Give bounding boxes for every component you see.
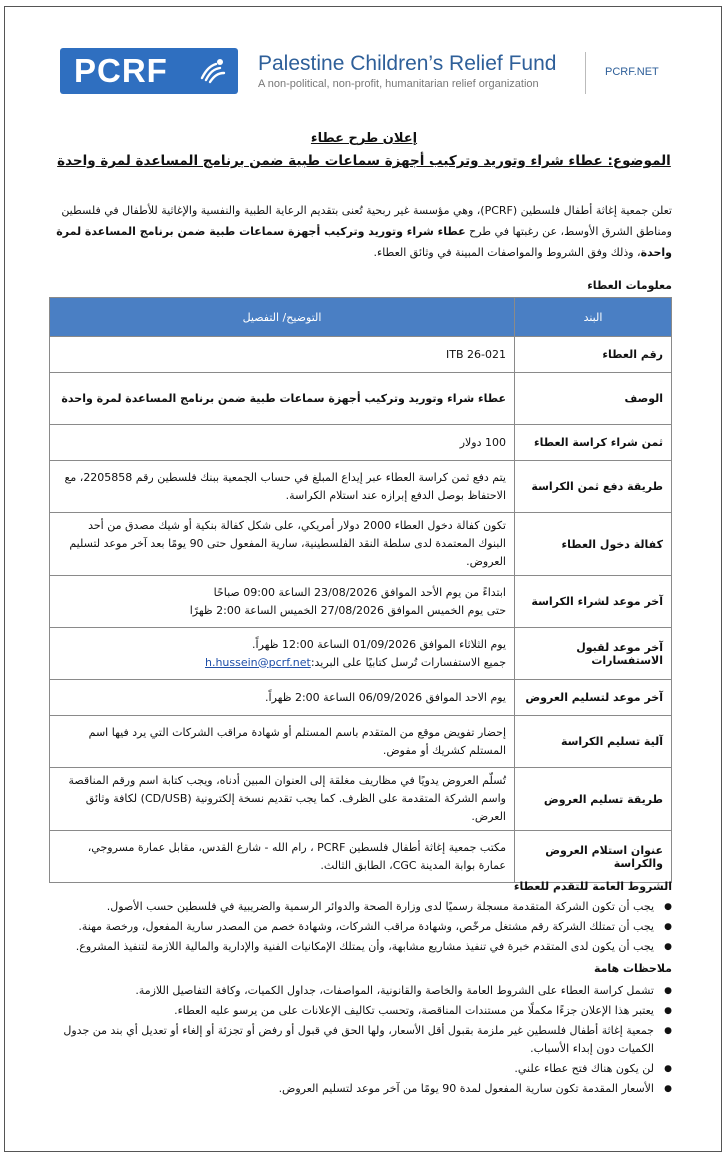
list-item: ● يجب أن تمتلك الشركة رقم مشتغل مرخّص، وشهادة مراقب الشركات، وشهادة خصم من المصدر سارية المفعول، ورخصة مهنة.	[50, 918, 654, 936]
table-row	[50, 373, 672, 425]
row-line-text: جميع الاستفسارات تُرسل كتابيًا على البريد:	[310, 655, 506, 669]
logo-text: PCRF	[74, 52, 168, 89]
row-key: الوصف	[515, 373, 672, 425]
col-item-header: البند	[515, 298, 672, 337]
intro-text-1: تعلن جمعية إغاثة أطفال فلسطين (PCRF)، وهي مؤسسة غير ربحية تُعنى بتقديم الرعاية الطبية والنفسية والإغاثية للأطفال في فلسطين ومناطق الشرق الأوسط، عن رغبتها في طرح	[61, 204, 672, 238]
notes-list	[50, 982, 672, 1100]
org-tagline: A non-political, non-profit, humanitarian relief organization	[258, 78, 539, 90]
row-value	[50, 576, 515, 628]
hands-icon	[198, 56, 228, 86]
list-item: ● الأسعار المقدمة تكون سارية المفعول لمدة 90 يومًا من آخر موعد لتسليم العروض.	[50, 1080, 654, 1098]
intro-bold: عطاء شراء وتوريد وتركيب أجهزة سماعات طبية ضمن برنامج المساعدة لمرة واحدة	[56, 225, 672, 259]
row-key: آخر موعد لقبول الاستفسارات	[515, 628, 672, 680]
row-value: تكون كفالة دخول العطاء 2000 دولار أمريكي، على شكل كفالة بنكية أو شيك مصدق من أحد البنوك المعتمدة لدى سلطة النقد الفلسطينية، سارية المفعول حتى 90 يومًا بعد آخر موعد لتسليم العروض.	[50, 513, 515, 576]
table-row	[50, 831, 672, 883]
org-name: Palestine Children’s Relief Fund	[258, 52, 557, 75]
row-key: آخر موعد لشراء الكراسة	[515, 576, 672, 628]
row-key: كفالة دخول العطاء	[515, 513, 672, 576]
row-key: طريقة تسليم العروض	[515, 768, 672, 831]
table-row	[50, 680, 672, 716]
col-detail-header: التوضيح/ التفصيل	[50, 298, 515, 337]
row-line: حتى يوم الخميس الموافق 27/08/2026 الخميس الساعة 2:00 ظهرًا	[189, 603, 506, 617]
row-key: رقم العطاء	[515, 337, 672, 373]
row-value: ITB 26-021	[50, 337, 515, 373]
list-item: ● يعتبر هذا الإعلان جزءًا مكملًا من مستندات المناقصة، وتحسب تكاليف الإعلانات على من يرسو عليه العطاء.	[50, 1002, 654, 1020]
inquiry-email-link[interactable]: h.hussein@pcrf.net	[204, 655, 311, 669]
row-line	[58, 654, 506, 672]
row-line: ابتداءً من يوم الأحد الموافق 23/08/2026 الساعة 09:00 صباحًا	[213, 585, 506, 599]
pcrf-logo	[60, 48, 238, 94]
row-key: عنوان استلام العروض والكراسة	[515, 831, 672, 883]
table-row	[50, 461, 672, 513]
list-item: ● يجب أن تكون الشركة المتقدمة مسجلة رسميًا لدى وزارة الصحة والدوائر الرسمية والضريبية في فلسطين حسب الأصول.	[50, 898, 654, 916]
table-row	[50, 337, 672, 373]
intro-text-2: ، وذلك وفق الشروط والمواصفات المبينة في وثائق العطاء.	[373, 246, 641, 259]
table-row	[50, 768, 672, 831]
table-row	[50, 716, 672, 768]
notes-heading: ملاحظات هامة	[593, 962, 672, 975]
row-value: يتم دفع ثمن كراسة العطاء عبر إيداع المبلغ في حساب الجمعية ببنك فلسطين رقم 2205858، مع الاحتفاظ بوصل الدفع إبرازه عند استلام الكراسة.	[50, 461, 515, 513]
row-value	[50, 628, 515, 680]
table-row	[50, 628, 672, 680]
list-item: ● تشمل كراسة العطاء على الشروط العامة والخاصة والقانونية، المواصفات، جداول الكميات، وكافة التفاصيل اللازمة.	[50, 982, 654, 1000]
row-value: 100 دولار	[50, 425, 515, 461]
row-key: آخر موعد لتسليم العروض	[515, 680, 672, 716]
page-title: إعلان طرح عطاء	[310, 131, 418, 146]
row-value: إحضار تفويض موقع من المتقدم باسم المستلم أو شهادة مراقب الشركات التي يرد فيها اسم المستلم كشريك أو مفوض.	[50, 716, 515, 768]
row-key: طريقة دفع ثمن الكراسة	[515, 461, 672, 513]
intro-paragraph	[50, 200, 672, 263]
row-value: تُسلّم العروض يدويًا في مظاريف مغلقة إلى العنوان المبين أدناه، ويجب كتابة اسم ورقم المناقصة واسم الشركة المتقدمة على الظرف. كما يجب تقديم نسخة إلكترونية (CD/USB) لكافة وثائق العرض.	[50, 768, 515, 831]
row-value: عطاء شراء وتوريد وتركيب أجهزة سماعات طبية ضمن برنامج المساعدة لمرة واحدة	[50, 373, 515, 425]
table-row	[50, 513, 672, 576]
row-value: مكتب جمعية إغاثة أطفال فلسطين PCRF ، رام الله - شارع القدس، مقابل عمارة مسروجي، عمارة بوابة المدينة CGC، الطابق الثالث.	[50, 831, 515, 883]
table-header-row	[50, 298, 672, 337]
list-item: ● لن يكون هناك فتح عطاء علني.	[50, 1060, 654, 1078]
list-item: ● يجب أن يكون لدى المتقدم خبرة في تنفيذ مشاريع مشابهة، وأن يمتلك الإمكانيات الفنية والإدارية والمالية اللازمة لتنفيذ المشروع.	[50, 938, 654, 956]
conditions-list	[50, 898, 672, 958]
subject-line: الموضوع: عطاء شراء وتوريد وتركيب أجهزة سماعات طبية ضمن برنامج المساعدة لمرة واحدة	[57, 153, 671, 169]
info-heading: معلومات العطاء	[587, 279, 672, 292]
conditions-heading: الشروط العامة للتقدم للعطاء	[513, 880, 672, 893]
row-value: يوم الاحد الموافق 06/09/2026 الساعة 2:00 ظهراً.	[50, 680, 515, 716]
site-link[interactable]: PCRF.NET	[605, 66, 659, 78]
header-divider	[585, 52, 586, 94]
table-row	[50, 425, 672, 461]
tender-info-table	[49, 297, 672, 883]
row-key: ثمن شراء كراسة العطاء	[515, 425, 672, 461]
row-key: آلية تسليم الكراسة	[515, 716, 672, 768]
row-line: يوم الثلاثاء الموافق 01/09/2026 الساعة 12:00 ظهراً.	[252, 637, 506, 651]
list-item: ● جمعية إغاثة أطفال فلسطين غير ملزمة بقبول أقل الأسعار، ولها الحق في قبول أو رفض أو تجزئة أو إلغاء أو تعديل أي بند من جدول الكميات دون إبداء الأسباب.	[50, 1022, 654, 1058]
table-row	[50, 576, 672, 628]
